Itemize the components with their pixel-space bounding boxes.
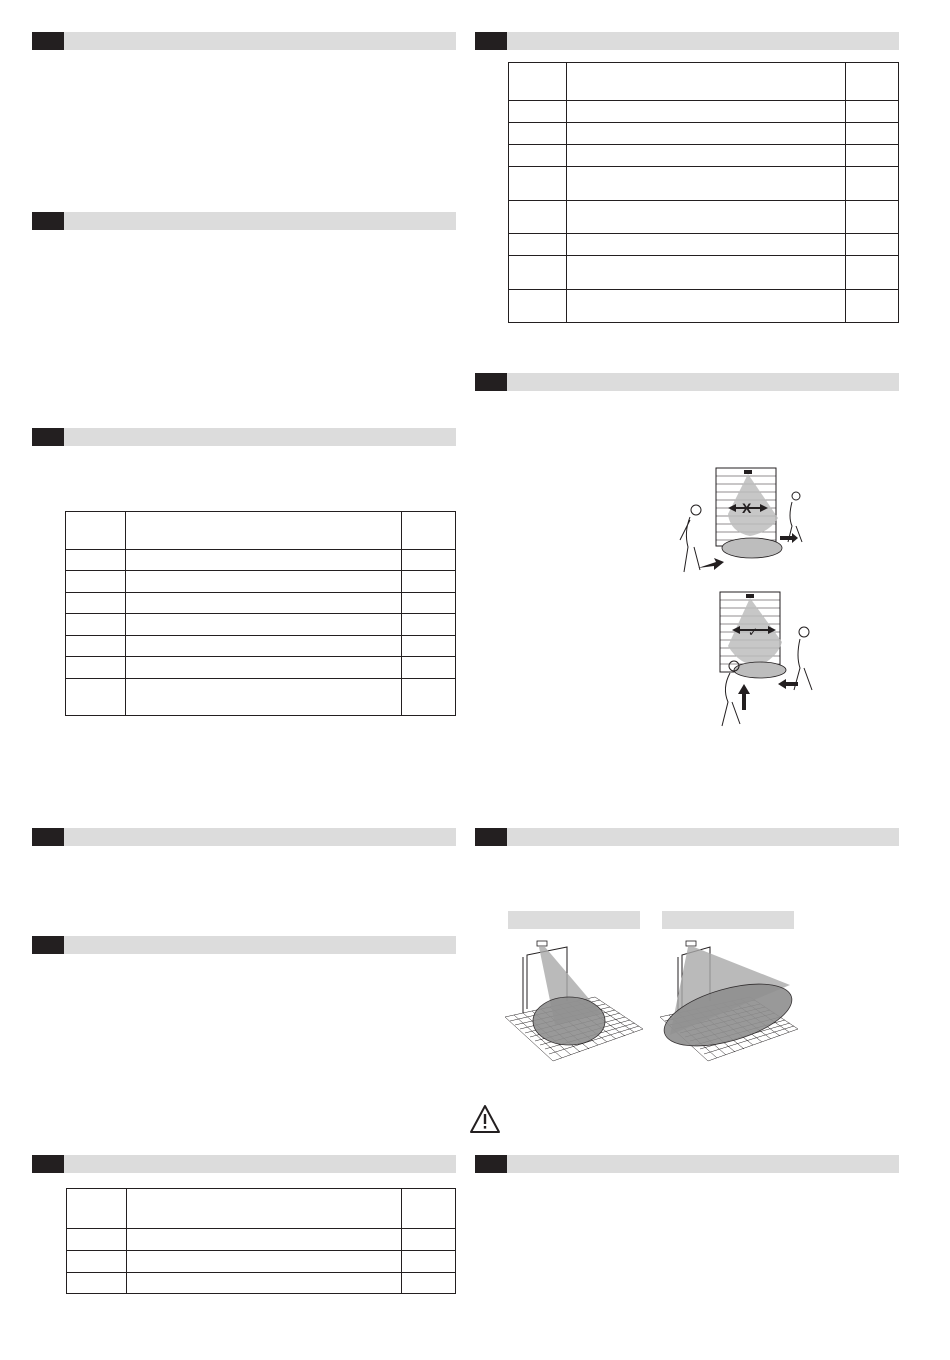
table-cell xyxy=(846,101,899,123)
section-header-6 xyxy=(32,1155,456,1173)
section-title-bar xyxy=(64,212,456,230)
table-row xyxy=(66,636,456,657)
table-cell xyxy=(402,571,456,593)
table-cell xyxy=(509,201,567,234)
table-cell xyxy=(66,550,126,571)
table-cell xyxy=(402,614,456,636)
table-cell xyxy=(846,145,899,167)
table-row xyxy=(66,657,456,679)
section-header-2 xyxy=(32,212,456,230)
section-title-bar xyxy=(507,828,899,846)
table-cell xyxy=(567,123,846,145)
table-cell xyxy=(567,234,846,256)
table-cell xyxy=(402,1251,456,1273)
table-cell xyxy=(126,512,402,550)
table-cell xyxy=(509,101,567,123)
parameter-table-1 xyxy=(65,511,456,716)
section-number-tab xyxy=(32,428,64,446)
table-cell xyxy=(67,1189,127,1229)
table-cell xyxy=(66,636,126,657)
table-cell xyxy=(402,679,456,716)
warning-triangle-icon xyxy=(469,1104,501,1134)
table-cell xyxy=(66,593,126,614)
table-cell xyxy=(509,167,567,201)
section-header-4 xyxy=(32,828,456,846)
section-number-tab xyxy=(32,936,64,954)
section-header-r4 xyxy=(475,1155,899,1173)
table-cell xyxy=(846,167,899,201)
table-cell xyxy=(402,1189,456,1229)
table-cell xyxy=(567,256,846,290)
table-cell xyxy=(509,290,567,323)
table-header-row xyxy=(67,1189,456,1229)
section-number-tab xyxy=(32,1155,64,1173)
table-cell xyxy=(126,657,402,679)
table-cell xyxy=(127,1273,402,1294)
table-row xyxy=(509,201,899,234)
section-number-tab xyxy=(32,828,64,846)
table-row xyxy=(509,234,899,256)
traffic-wrong-illustration xyxy=(670,462,830,582)
detection-field-wide-illustration xyxy=(660,935,800,1065)
table-cell xyxy=(567,201,846,234)
section-number-tab xyxy=(475,828,507,846)
table-row xyxy=(66,679,456,716)
table-cell xyxy=(127,1229,402,1251)
table-cell xyxy=(509,63,567,101)
table-cell xyxy=(402,512,456,550)
table-cell xyxy=(67,1251,127,1273)
table-cell xyxy=(567,145,846,167)
table-cell xyxy=(846,201,899,234)
view-b-label xyxy=(662,911,794,929)
section-header-r2 xyxy=(475,373,899,391)
wrong-mark: X xyxy=(742,500,752,516)
table-row xyxy=(509,256,899,290)
table-cell xyxy=(66,657,126,679)
table-cell xyxy=(846,123,899,145)
parameter-table-3 xyxy=(66,1188,456,1294)
section-title-bar xyxy=(507,1155,899,1173)
table-cell xyxy=(127,1189,402,1229)
table-row xyxy=(66,614,456,636)
table-cell xyxy=(66,571,126,593)
section-number-tab xyxy=(475,1155,507,1173)
table-row xyxy=(509,167,899,201)
table-row xyxy=(67,1229,456,1251)
section-title-bar xyxy=(507,32,899,50)
table-cell xyxy=(402,636,456,657)
right-mark: ✓ xyxy=(748,625,759,639)
table-header-row xyxy=(509,63,899,101)
section-header-r3 xyxy=(475,828,899,846)
table-cell xyxy=(126,571,402,593)
table-cell xyxy=(846,234,899,256)
table-cell xyxy=(126,593,402,614)
table-row xyxy=(66,593,456,614)
table-cell xyxy=(402,593,456,614)
section-title-bar xyxy=(64,936,456,954)
table-cell xyxy=(509,256,567,290)
table-row xyxy=(509,145,899,167)
section-title-bar xyxy=(64,32,456,50)
table-cell xyxy=(126,679,402,716)
table-cell xyxy=(67,1273,127,1294)
table-header-row xyxy=(66,512,456,550)
section-number-tab xyxy=(32,32,64,50)
section-number-tab xyxy=(475,32,507,50)
table-cell xyxy=(509,145,567,167)
table-cell xyxy=(66,679,126,716)
parameter-table-2 xyxy=(508,62,899,323)
section-title-bar xyxy=(64,828,456,846)
table-row xyxy=(66,550,456,571)
table-cell xyxy=(846,290,899,323)
table-row xyxy=(509,123,899,145)
table-cell xyxy=(66,512,126,550)
table-cell xyxy=(67,1229,127,1251)
table-cell xyxy=(126,614,402,636)
table-cell xyxy=(567,290,846,323)
section-title-bar xyxy=(507,373,899,391)
table-cell xyxy=(127,1251,402,1273)
table-cell xyxy=(846,63,899,101)
table-row xyxy=(66,571,456,593)
table-cell xyxy=(126,550,402,571)
table-cell xyxy=(66,614,126,636)
table-cell xyxy=(846,256,899,290)
table-row xyxy=(509,101,899,123)
table-row xyxy=(67,1251,456,1273)
traffic-right-illustration xyxy=(700,586,840,736)
table-cell xyxy=(402,1229,456,1251)
table-row xyxy=(509,290,899,323)
table-cell xyxy=(567,101,846,123)
table-cell xyxy=(402,657,456,679)
section-header-5 xyxy=(32,936,456,954)
view-a-label xyxy=(508,911,640,929)
table-cell xyxy=(402,1273,456,1294)
table-cell xyxy=(567,167,846,201)
table-cell xyxy=(509,123,567,145)
table-cell xyxy=(402,550,456,571)
detection-field-narrow-illustration xyxy=(505,935,645,1065)
table-cell xyxy=(509,234,567,256)
table-cell xyxy=(567,63,846,101)
section-title-bar xyxy=(64,1155,456,1173)
table-row xyxy=(67,1273,456,1294)
section-header-r1 xyxy=(475,32,899,50)
section-title-bar xyxy=(64,428,456,446)
section-header-1 xyxy=(32,32,456,50)
section-header-3 xyxy=(32,428,456,446)
section-number-tab xyxy=(32,212,64,230)
section-number-tab xyxy=(475,373,507,391)
table-cell xyxy=(126,636,402,657)
